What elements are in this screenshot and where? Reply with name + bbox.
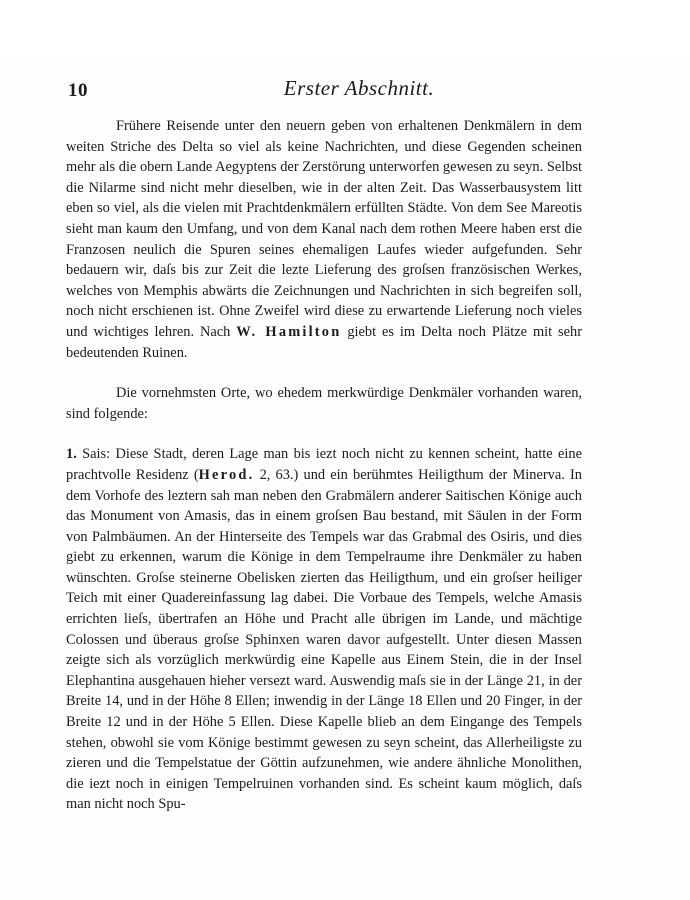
citation: Herod. bbox=[198, 466, 255, 483]
paragraph-places bbox=[66, 383, 582, 424]
paragraph-text: Die vornehmsten Orte, wo ehedem merkwürdige Denkmäler vorhanden waren, sind folgende: bbox=[66, 385, 582, 422]
paragraph-delta-intro bbox=[66, 116, 582, 363]
paragraph-text: Sais: Diese Stadt, deren Lage man bis iezt noch nicht zu kennen scheint, hatte eine prachtvolle Residenz ( bbox=[66, 446, 582, 483]
running-title: Erster Abschnitt. bbox=[283, 76, 435, 100]
paragraph-gap bbox=[66, 424, 582, 444]
page-top-margin bbox=[0, 0, 690, 62]
list-number: 1. bbox=[66, 446, 77, 463]
page-number: 10 bbox=[68, 80, 88, 101]
author-name: W. Hamilton bbox=[236, 323, 342, 340]
paragraph-text: Frühere Reisende unter den neuern geben von erhaltenen Denkmälern in dem weiten Striche des Delta so viel als keine Nachrichten, und diese Gegenden scheinen mehr als die obern Lande Aegyptens der Zerstörung unterworfen gewesen zu seyn. Selbst die Nilarme sind nicht mehr dieselben, wie in der alten Zeit. Das Wasserbausystem litt eben so viel, als die vielen mit Prachtdenkmälern erfüllten Städte. Von dem See Mareotis sieht man kaum den Umfang, und von dem Kanal nach dem rothen Meere haben erst die Franzosen neulich die Spuren seines ehemaligen Laufes wieder aufgefunden. Sehr bedauern wir, daſs bis zur Zeit die lezte Lieferung des groſsen französischen Werkes, welches von Memphis abwärts die Zeichnungen und Nachrichten in sich begreifen soll, noch nicht erschienen ist. Ohne Zweifel wird diese zu erwartende Lieferung noch vieles und wichtiges lehren. Nach bbox=[66, 118, 582, 340]
paragraph-gap bbox=[66, 363, 582, 383]
paragraph-sais bbox=[66, 444, 582, 815]
page-body bbox=[66, 116, 582, 815]
paragraph-text: giebt es im Delta noch Plätze mit sehr bedeutenden Ruinen. bbox=[66, 323, 583, 361]
paragraph-text: 2, 63.) und ein berühmtes Heiligthum der Minerva. In dem Vorhofe des leztern sah man neben den Grabmälern anderer Saitischen Könige auch das Monument von Amasis, das in einem groſsen Bau bestand, mit Säulen in der Form von Palmbäumen. An der Hinterseite des Tempels war das Grabmal des Osiris, und dies giebt zu erkennen, warum die Könige in dem Tempelraume ihre Denkmäler zu haben wünschten. Groſse steinerne Obelisken zierten das Heiligthum, und ein groſser heiliger Teich mit einer Quadereinfassung lag dabei. Die Vorbaue des Tempels, welche Amasis errichten lieſs, übertrafen an Höhe und Pracht alle übrigen im Lande, und mächtige Colossen und überaus groſse Sphinxen waren davor aufgestellt. Unter diesen Massen zeigte sich als vorzüglich merkwürdig eine Kapelle aus Einem Stein, die in der Insel Elephantina ausgehauen hieher versezt ward. Auswendig maſs sie in der Länge 21, in der Breite 14, und in der Höhe 8 Ellen; inwendig in der Länge 18 Ellen und 20 Finger, in der Breite 12 und in der Höhe 5 Ellen. Diese Kapelle blieb an dem Eingange des Tempels stehen, obwohl sie vom Könige bestimmt gewesen zu seyn scheint, das Allerheiligste zu zieren und die Tempelstatue der Göttin aufzunehmen, wie andere ähnliche Monolithen, die iezt noch in einigen Tempelruinen vorhanden sind. Es scheint kaum möglich, daſs man nicht noch Spu- bbox=[66, 466, 582, 813]
page-header bbox=[64, 76, 624, 106]
